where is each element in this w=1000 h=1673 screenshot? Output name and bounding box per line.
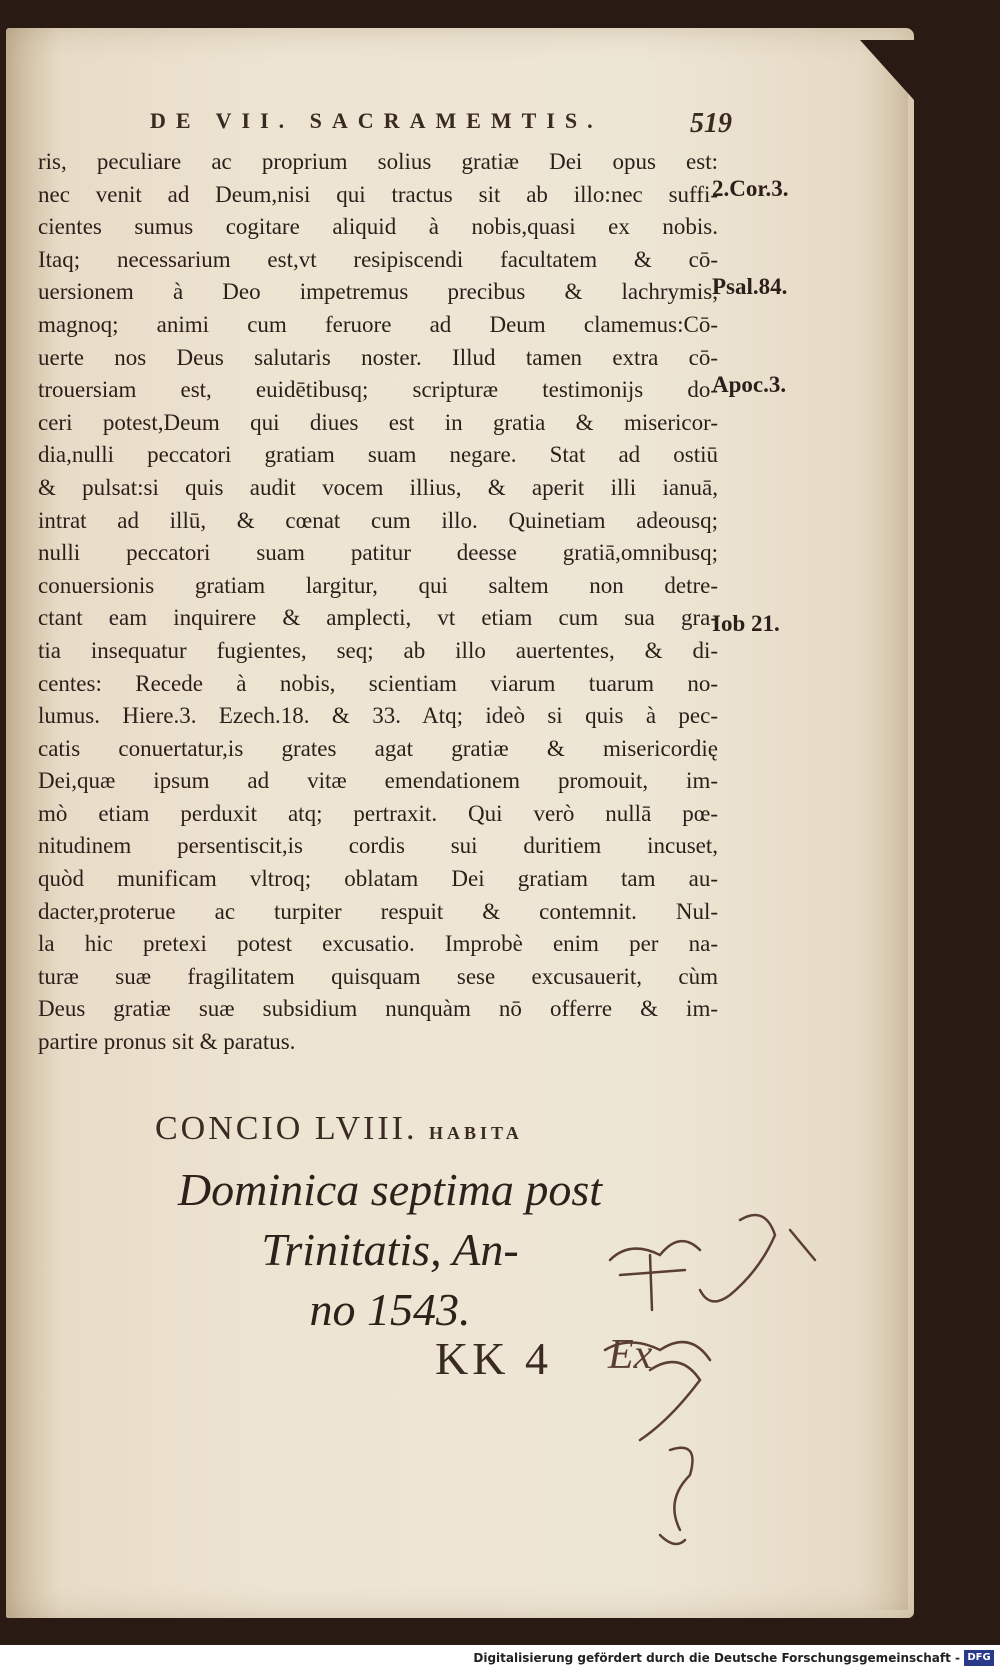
text-line: quòd munificam vltroq; oblatam Dei gratiam tam au-: [38, 866, 718, 892]
text-line: centes: Recede à nobis, scientiam viarum tuarum no-: [38, 670, 718, 696]
text-line: cientes sumus cogitare aliquid à nobis,quasi ex nobis.: [38, 214, 718, 240]
margin-note: Iob 21.: [712, 611, 780, 636]
sermon-title: CONCIO LVIII.: [155, 1110, 418, 1147]
sermon-title-small: HABITA: [429, 1123, 523, 1143]
text-line: dia,nulli peccatori gratiam suam negare. Stat ad ostiū: [38, 442, 718, 468]
text-line: ctant eam inquirere & amplecti, vt etiam cum sua gra-: [38, 605, 718, 631]
footer-credit: Digitalisierung gefördert durch die Deutsche Forschungsgemeinschaft -: [473, 1651, 960, 1665]
text-line: catis conuertatur,is grates agat gratiæ & misericordię: [38, 735, 718, 761]
running-head: DE VII. SACRAMEMTIS.: [150, 108, 603, 133]
sermon-subheading: [130, 1160, 650, 1340]
text-line: & pulsat:si quis audit vocem illius, & aperit illi ianuā,: [38, 474, 718, 500]
text-line: conuersionis gratiam largitur, qui saltem non detre-: [38, 572, 718, 598]
text-line: tia insequatur fugientes, seq; ab illo auertentes, & di-: [38, 637, 718, 663]
text-line: uerte nos Deus salutaris noster. Illud tamen extra cō-: [38, 344, 718, 370]
text-line: Dei,quæ ipsum ad vitæ emendationem promouit, im-: [38, 768, 718, 794]
footer-bar: [0, 1645, 1000, 1673]
text-line: turæ suæ fragilitatem quisquam sese excusauerit, cùm: [38, 963, 718, 989]
margin-note: 2.Cor.3.: [712, 176, 789, 201]
text-line: nulli peccatori suam patitur deesse gratiā,omnibusq;: [38, 540, 718, 566]
text-line: intrat ad illū, & cœnat cum illo. Quinetiam adeousq;: [38, 507, 718, 533]
page-edge: [860, 40, 908, 1610]
text-line: la hic pretexi potest excusatio. Improbè enim per na-: [38, 931, 718, 957]
sermon-heading: [155, 1110, 615, 1148]
corner-fold: [860, 40, 914, 100]
text-line: trouersiam est, euidētibusq; scripturæ testimonijs do-: [38, 377, 718, 403]
margin-note: Apoc.3.: [712, 372, 787, 397]
page-number: 519: [690, 108, 732, 139]
margin-note: Psal.84.: [712, 274, 788, 299]
text-line: nitudinem persentiscit,is cordis sui duritiem incuset,: [38, 833, 718, 859]
text-line: ceri potest,Deum qui diues est in gratia & misericor-: [38, 409, 718, 435]
dfg-logo: DFG: [964, 1650, 994, 1666]
text-line: uersionem à Deo impetremus precibus & lachrymis,: [38, 279, 718, 305]
text-line: partire pronus sit & paratus.: [38, 1029, 296, 1055]
text-line: nec venit ad Deum,nisi qui tractus sit ab illo:nec suffi-: [38, 181, 718, 207]
text-line: dacter,proterue ac turpiter respuit & contemnit. Nul-: [38, 898, 718, 924]
text-line: lumus. Hiere.3. Ezech.18. & 33. Atq; ideò si quis à pec-: [38, 703, 718, 729]
subheading-line: Trinitatis, An-: [261, 1224, 519, 1275]
subheading-line: no 1543.: [309, 1284, 471, 1335]
text-line: magnoq; animi cum feruore ad Deum clamemus:Cō-: [38, 311, 718, 337]
text-line: ris, peculiare ac proprium solius gratiæ Dei opus est:: [38, 149, 718, 174]
text-line: Itaq; necessarium est,vt resipiscendi facultatem & cō-: [38, 246, 718, 272]
text-line: mò etiam perduxit atq; pertraxit. Qui verò nullā pœ-: [38, 800, 718, 826]
body-text: [38, 146, 718, 1059]
signature-mark: KK 4: [435, 1333, 552, 1384]
subheading-line: Dominica septima post: [177, 1164, 603, 1215]
text-line: Deus gratiæ suæ subsidium nunquàm nō offerre & im-: [38, 996, 718, 1022]
handwritten-scribble: [590, 1200, 850, 1580]
handwritten-note: Ex: [608, 1332, 653, 1378]
